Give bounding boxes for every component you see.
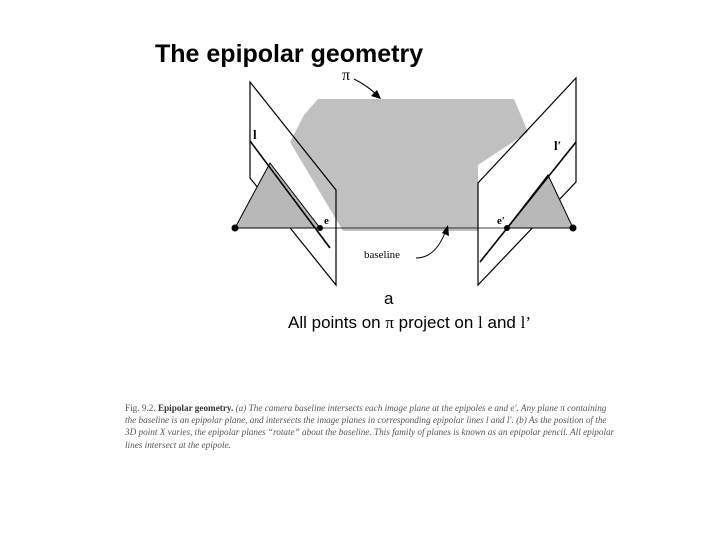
statement-l: l (478, 313, 483, 332)
figure-heading: Epipolar geometry. (157, 403, 234, 413)
epipolar-plane (290, 99, 528, 231)
right-camera-center (570, 225, 577, 232)
figure-number: Fig. 9.2. (125, 403, 156, 413)
statement-and: and (482, 313, 521, 332)
pi-label: π (342, 67, 351, 84)
slide-title: The epipolar geometry (155, 40, 424, 68)
baseline-label: baseline (364, 249, 401, 261)
e-prime-label: e′ (497, 215, 505, 227)
statement-line (288, 313, 531, 333)
statement-prefix: All points on (288, 313, 386, 332)
l-prime-label: l′ (554, 138, 562, 153)
statement-l-prime: l’ (520, 313, 531, 332)
figure-caption-body: (a) The camera baseline intersects each image plane at the epipoles e and e′. Any plane π containing the baseline is an epipolar plane, and intersects the image planes in corresponding epipolar lines l and l′. (b) As the position of the 3D point X varies, the epipolar planes “rotate” about the baseline. This family of planes is known as an epipolar pencil. All epipolar lines intersect at the epipole. (125, 403, 615, 450)
figure-caption (125, 402, 617, 451)
epipole-e (317, 225, 323, 231)
right-camera-triangle (507, 175, 573, 228)
statement-pi: π (385, 313, 394, 332)
baseline-arrow (416, 230, 446, 258)
left-camera-center (232, 225, 239, 232)
epipolar-line-l-prime (480, 142, 576, 262)
statement-middle: project on (393, 313, 479, 332)
e-label: e (324, 215, 329, 227)
panel-label: a (384, 289, 394, 308)
l-label: l (253, 127, 257, 142)
